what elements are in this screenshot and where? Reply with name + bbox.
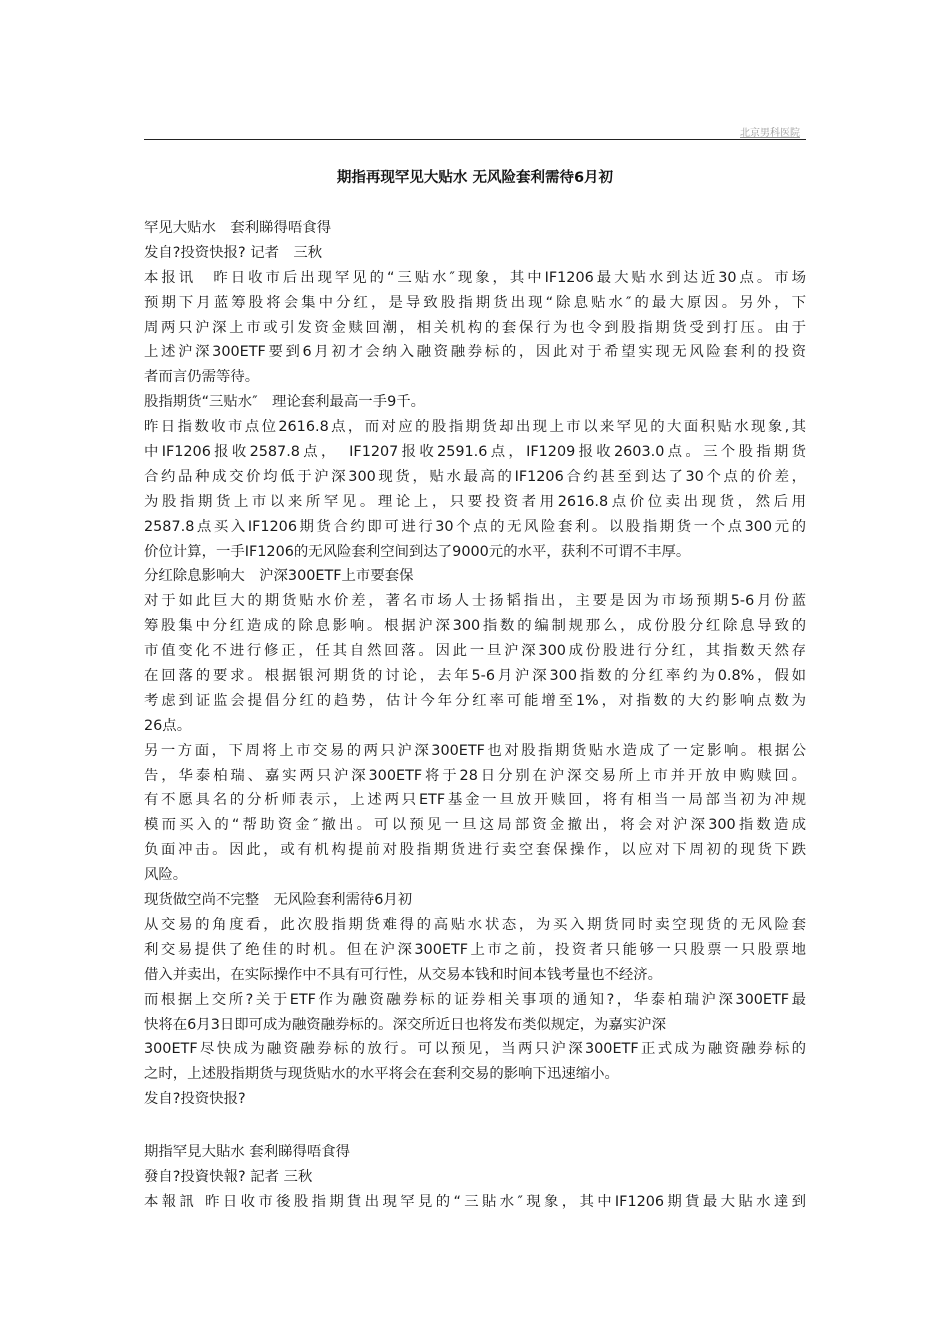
- text-line: 考虑到证监会提倡分红的趋势，估计今年分红率可能增至1%，对指数的大约影响点数为: [144, 692, 806, 709]
- document-body: [144, 216, 806, 1215]
- text-line: 中IF1206报收2587.8点， IF1207报收2591.6点，IF1209报收2603.0点。三个股指期货: [144, 444, 806, 461]
- text-line: 为股指期货上市以来所罕见。理论上，只要投资者用2616.8点价位卖出现货，然后用: [144, 493, 806, 510]
- text-line: 预期下月蓝筹股将会集中分红，是导致股指期货出现“除息贴水″的最大原因。另外，下: [144, 294, 806, 311]
- text-line: 现货做空尚不完整 无风险套利需待6月初: [144, 892, 413, 909]
- text-line: 本报讯 昨日收市后出现罕见的“三贴水″现象，其中IF1206最大贴水到达近30点。市场: [144, 269, 806, 286]
- text-line: 负面冲击。因此，或有机构提前对股指期货进行卖空套保操作，以应对下周初的现货下跌: [144, 842, 806, 859]
- text-line: 另一方面，下周将上市交易的两只沪深300ETF也对股指期货贴水造成了一定影响。根据公: [144, 742, 806, 759]
- text-line: 周两只沪深上市或引发资金赎回潮，相关机构的套保行为也令到股指期货受到打压。由于: [144, 319, 806, 336]
- text-line: 在回落的要求。根据银河期货的讨论，去年5-6月沪深300指数的分红率约为0.8%，假如: [144, 668, 806, 685]
- text-line: 市值变化不进行修正，任其自然回落。因此一旦沪深300成份股进行分红，其指数天然存: [144, 643, 806, 660]
- text-line: 价位计算，一手IF1206的无风险套利空间到达了9000元的水平，获利不可谓不丰厚。: [144, 543, 691, 560]
- text-line: 上述沪深300ETF要到6月初才会纳入融资融券标的，因此对于希望实现无风险套利的投资: [144, 344, 806, 361]
- text-line: 2587.8点买入IF1206期货合约即可进行30个点的无风险套利。以股指期货一个点300元的: [144, 518, 806, 535]
- text-line: 罕见大贴水 套利睇得唔食得: [144, 220, 332, 236]
- text-line: 有不愿具名的分析师表示，上述两只ETF基金一旦放开赎回，将有相当一局部当初为冲规: [144, 792, 806, 809]
- text-line: 26点。: [144, 717, 192, 734]
- text-line: 分红除息影响大 沪深300ETF上市要套保: [144, 568, 414, 585]
- text-line: 之时，上述股指期货与现货贴水的水平将会在套利交易的影响下迅速缩小。: [144, 1066, 619, 1083]
- text-line: 利交易提供了绝佳的时机。但在沪深300ETF上市之前，投资者只能够一只股票一只股票地: [144, 941, 806, 958]
- page-header: [144, 122, 806, 140]
- text-line: 发自?投资快报? 记者 三秋: [144, 244, 323, 261]
- text-line: 股指期货“三贴水″ 理论套利最高一手9千。: [144, 394, 426, 411]
- text-line: 發自?投資快報? 記者 三秋: [144, 1168, 313, 1185]
- text-line: 期指罕見大貼水 套利睇得唔食得: [144, 1144, 351, 1161]
- text-line: 本報訊 昨日收市後股指期貨出現罕見的“三貼水″現象，其中IF1206期貨最大貼水達到: [144, 1193, 806, 1210]
- text-line: 对于如此巨大的期货贴水价差，著名市场人士扬韬指出，主要是因为市场预期5-6月份蓝: [144, 593, 806, 610]
- text-line: 借入并卖出，在实际操作中不具有可行性，从交易本钱和时间本钱考量也不经济。: [144, 966, 663, 983]
- blank-line: [144, 1112, 806, 1140]
- text-line: 发自?投资快报?: [144, 1091, 246, 1108]
- text-line: 告，华泰柏瑞、嘉实两只沪深300ETF将于28日分别在沪深交易所上市并开放申购赎回。: [144, 767, 806, 784]
- text-line: 快将在6月3日即可成为融资融券标的。深交所近日也将发布类似规定，为嘉实沪深: [144, 1016, 666, 1033]
- header-watermark-text: 北京男科医院: [740, 128, 800, 139]
- text-line: 模而买入的“帮助资金″撤出。可以预见一旦这局部资金撤出，将会对沪深300指数造成: [144, 817, 806, 834]
- text-line: 合约品种成交价均低于沪深300现货，贴水最高的IF1206合约甚至到达了30个点的价差，: [144, 468, 806, 485]
- text-line: 筹股集中分红造成的除息影响。根据沪深300指数的编制规那么，成份股分红除息导致的: [144, 618, 806, 635]
- text-line: 从交易的角度看，此次股指期货难得的高贴水状态，为买入期货同时卖空现货的无风险套: [144, 916, 806, 933]
- document-title: 期指再现罕见大贴水 无风险套利需待6月初: [336, 170, 614, 186]
- text-line: 昨日指数收市点位2616.8点，而对应的股指期货却出现上市以来罕见的大面积贴水现象,其: [144, 419, 806, 436]
- text-line: 风险。: [144, 867, 188, 884]
- text-line: 者而言仍需等待。: [144, 369, 260, 386]
- text-line: 而根据上交所?关于ETF作为融资融券标的证券相关事项的通知?，华泰柏瑞沪深300ETF最: [144, 991, 806, 1008]
- text-line: 300ETF尽快成为融资融券标的放行。可以预见，当两只沪深300ETF正式成为融资融券标的: [144, 1041, 806, 1058]
